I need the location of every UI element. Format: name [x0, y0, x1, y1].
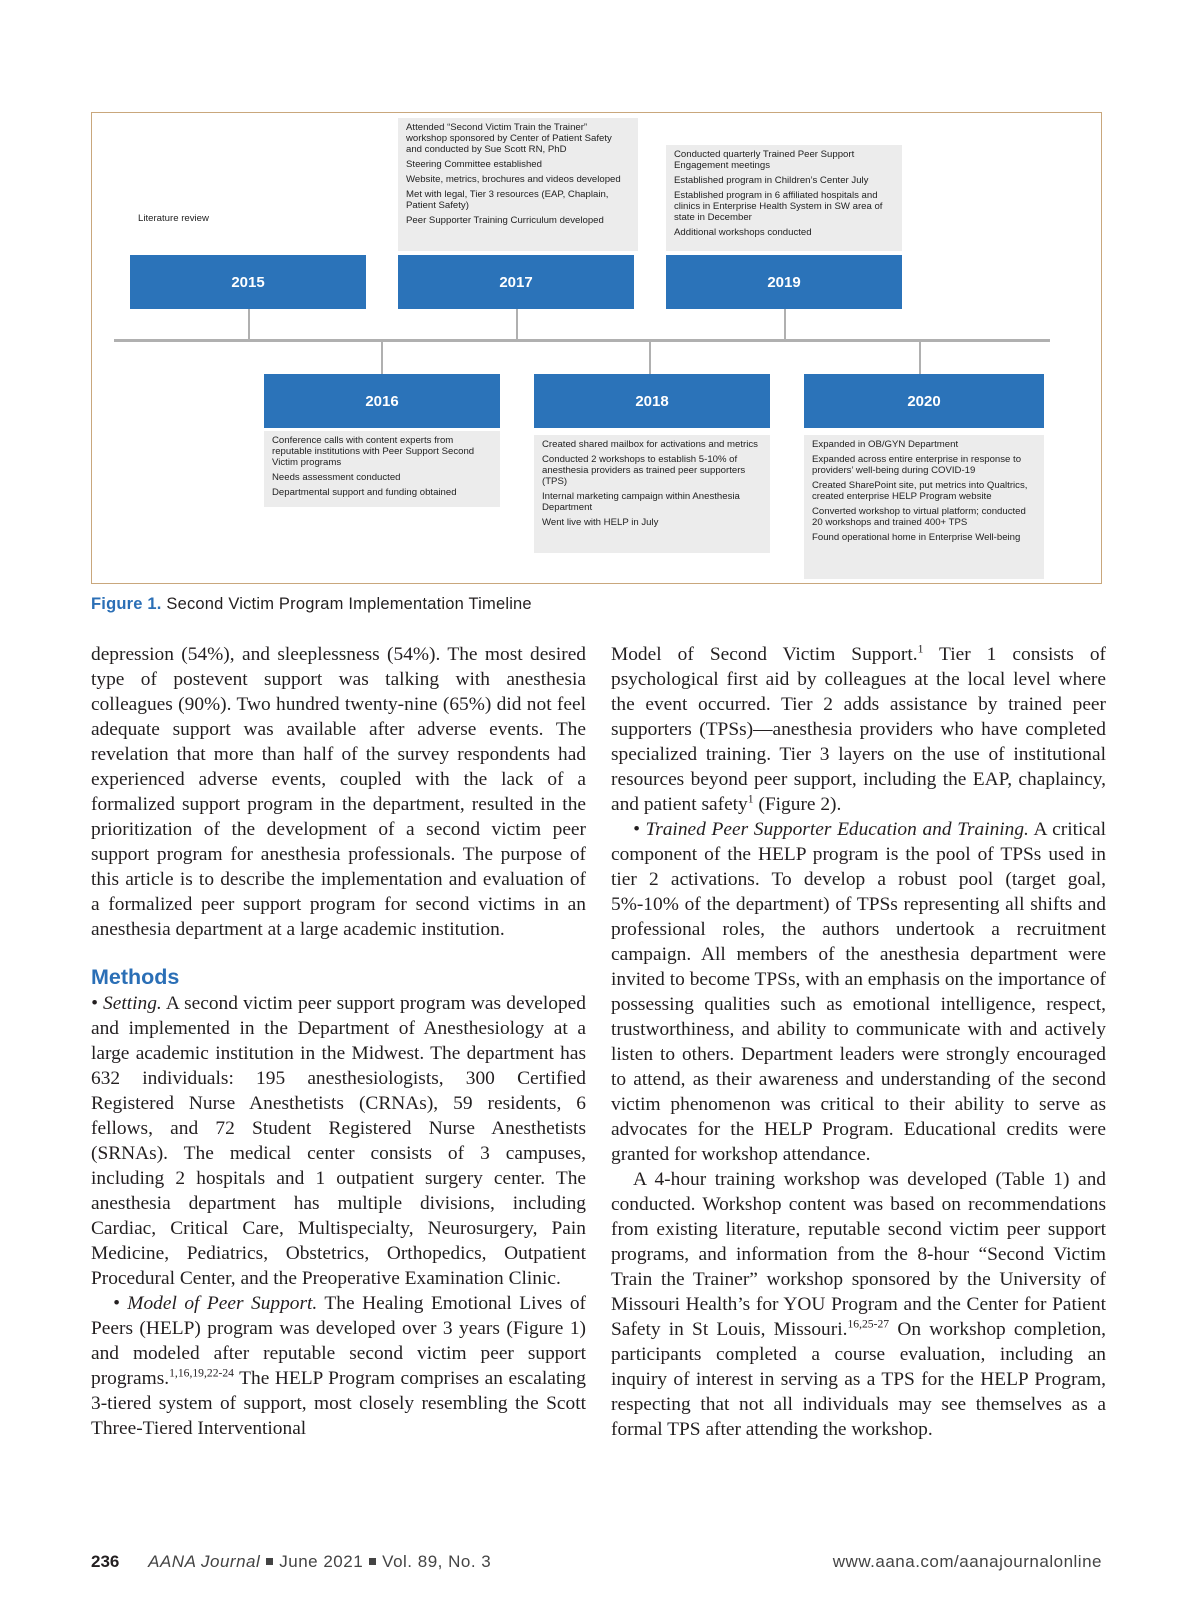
- citation: 1,16,19,22-24: [169, 1366, 234, 1380]
- citation: 1: [747, 792, 754, 806]
- timeline-item: Needs assessment conducted: [272, 472, 401, 483]
- timeline-item: Expanded in OB/GYN Department: [812, 439, 959, 450]
- timeline-item: Expanded across entire enterprise in response to providers’ well-being during COVID-19: [812, 454, 1022, 476]
- citation: 1: [917, 642, 924, 656]
- timeline-tick: [248, 309, 250, 341]
- text: (Figure 2).: [753, 794, 842, 815]
- timeline-item: Website, metrics, brochures and videos developed: [406, 174, 621, 185]
- timeline-item: Went live with HELP in July: [542, 517, 659, 528]
- timeline-item: Literature review: [138, 213, 209, 224]
- timeline-item: Steering Committee established: [406, 159, 542, 170]
- paragraph-training: [611, 817, 1106, 1167]
- journal-url[interactable]: www.aana.com/aanajournalonline: [832, 1552, 1102, 1571]
- year-bar-2019: 2019: [666, 255, 902, 309]
- timeline-2015-notes: [130, 209, 360, 239]
- text: Tier 1 consists of psychological first aid by colleagues at the local level where the event occurred. Tier 2 adds assistance by trained peer supporters (TPSs)—anesthesia providers who have completed specialized training. Tier 3 layers on the use of institutional resources beyond peer support, including the EAP, chaplaincy, and patient safety: [611, 644, 1106, 815]
- paragraph: depression (54%), and sleeplessness (54%). The most desired type of postevent support was talking with anesthesia colleagues (90%). Two hundred twenty-nine (65%) did not feel adequate support was available after adverse events. The revelation that more than half of the survey respondents had experienced adverse events, coupled with the lack of a formalized support program in the department, resulted in the prioritization of the development of a second victim peer support program for anesthesia professionals. The purpose of this article is to describe the implementation and evaluation of a formalized peer support program for second victims in an anesthesia department at a large academic institution.: [91, 644, 586, 940]
- timeline-2018-notes: [534, 435, 770, 553]
- timeline-item: Converted workshop to virtual platform; conducted 20 workshops and trained 400+ TPS: [812, 506, 1026, 528]
- timeline-item: Created SharePoint site, put metrics into Qualtrics, created enterprise HELP Program website: [812, 480, 1028, 502]
- page-number: 236: [91, 1552, 120, 1571]
- page-footer: [91, 1552, 1102, 1572]
- paragraph-workshop: [611, 1167, 1106, 1442]
- journal-name: AANA Journal: [148, 1552, 261, 1571]
- training-text: A critical component of the HELP program is the pool of TPSs used in tier 2 activations. To develop a robust pool (target goal, 5%-10% of the department) of TPSs representing all shifts and professional roles, the authors undertook a recruitment campaign. All members of the anesthesia department were invited to become TPSs, with an emphasis on the importance of possessing qualities such as emotional intelligence, respect, trustworthiness, and ability to communicate with and actively listen to others. Department leaders were strongly encouraged to attend, as their awareness and understanding of the second victim phenomenon was critical to their ability to serve as advocates for the HELP Program. Educational credits were granted for workshop attendance.: [611, 819, 1106, 1165]
- figure-label: Figure 1.: [91, 595, 162, 613]
- year-bar-2020: 2020: [804, 374, 1044, 428]
- figure-caption-text: Second Victim Program Implementation Timeline: [166, 595, 532, 613]
- timeline-axis: [114, 339, 1050, 342]
- timeline-2019-notes: [666, 145, 902, 251]
- paragraph-model: [91, 1291, 586, 1441]
- training-label: • Trained Peer Supporter Education and Training.: [633, 819, 1029, 840]
- year-bar-2018: 2018: [534, 374, 770, 428]
- timeline-tick: [784, 309, 786, 341]
- timeline-2017-notes: [398, 118, 638, 251]
- year-bar-2016: 2016: [264, 374, 500, 428]
- citation: 16,25-27: [847, 1317, 890, 1331]
- timeline-item: Found operational home in Enterprise Well-being: [812, 532, 1021, 543]
- separator-icon: [266, 1558, 273, 1565]
- timeline-figure: [91, 112, 1102, 584]
- timeline-tick: [919, 342, 921, 374]
- timeline-item: Internal marketing campaign within Anesthesia Department: [542, 491, 740, 513]
- right-column: [611, 642, 1106, 1442]
- left-column: [91, 642, 586, 1441]
- timeline-tick: [516, 309, 518, 341]
- workshop-text: A 4-hour training workshop was developed (Table 1) and conducted. Workshop content was based on recommendations from existing literature, reputable second victim peer support programs, and information from the 8-hour “Second Victim Train the Trainer” workshop sponsored by the University of Missouri Health’s for YOU Program and the Center for Patient Safety in St Louis, Missouri.: [611, 1169, 1106, 1340]
- paragraph-setting: [91, 991, 586, 1291]
- workshop-text: On workshop completion, participants completed a course evaluation, including an inquiry of interest in serving as a TPS for the HELP Program, respecting that not all individuals may see themselves as a formal TPS after attending the workshop.: [611, 1319, 1106, 1440]
- timeline-item: Created shared mailbox for activations and metrics: [542, 439, 758, 450]
- timeline-item: Peer Supporter Training Curriculum developed: [406, 215, 604, 226]
- timeline-item: Additional workshops conducted: [674, 227, 812, 238]
- timeline-item: Met with legal, Tier 3 resources (EAP, Chaplain, Patient Safety): [406, 189, 609, 211]
- timeline-item: Departmental support and funding obtained: [272, 487, 457, 498]
- timeline-item: Conducted quarterly Trained Peer Support Engagement meetings: [674, 149, 855, 171]
- year-bar-2015: 2015: [130, 255, 366, 309]
- issue-date: June 2021: [279, 1552, 364, 1571]
- setting-label: • Setting.: [91, 993, 162, 1014]
- timeline-2020-notes: [804, 435, 1044, 579]
- timeline-item: Established program in 6 affiliated hospitals and clinics in Enterprise Health System in SW area of state in December: [674, 190, 883, 223]
- model-text: The Healing Emotional Lives of Peers (HELP) program was developed over 3 years (Figure 1) and modeled after reputable second victim peer support programs.: [91, 1293, 586, 1389]
- timeline-item: Conducted 2 workshops to establish 5-10% of anesthesia providers as trained peer supporters (TPS): [542, 454, 746, 487]
- paragraph: [611, 642, 1106, 817]
- timeline-2016-notes: [264, 431, 500, 507]
- model-text: The HELP Program comprises an escalating 3-tiered system of support, most closely resembling the Scott Three-Tiered Interventional: [91, 1368, 586, 1439]
- volume: Vol. 89, No. 3: [382, 1552, 492, 1571]
- year-bar-2017: 2017: [398, 255, 634, 309]
- timeline-tick: [649, 342, 651, 374]
- figure-caption: [91, 595, 532, 614]
- text: Model of Second Victim Support.: [611, 644, 918, 665]
- timeline-tick: [381, 342, 383, 374]
- separator-icon: [369, 1558, 376, 1565]
- timeline-item: Established program in Children’s Center July: [674, 175, 869, 186]
- model-label: • Model of Peer Support.: [113, 1293, 318, 1314]
- timeline-item: Conference calls with content experts from reputable institutions with Peer Support Second Victim programs: [272, 435, 475, 468]
- timeline-item: Attended “Second Victim Train the Trainer” workshop sponsored by Center of Patient Safety and conducted by Sue Scott RN, PhD: [406, 122, 612, 155]
- methods-heading: Methods: [91, 965, 180, 989]
- setting-text: A second victim peer support program was developed and implemented in the Department of Anesthesiology at a large academic institution in the Midwest. The department has 632 individuals: 195 anesthesiologists, 300 Certified Registered Nurse Anesthetists (CRNAs), 59 residents, 6 fellows, and 72 Student Registered Nurse Anesthetists (SRNAs). The medical center consists of 3 campuses, including 2 hospitals and 1 outpatient surgery center. The anesthesia department has multiple divisions, including Cardiac, Critical Care, Multispecialty, Neurosurgery, Pain Medicine, Pediatrics, Obstetrics, Orthopedics, Outpatient Procedural Center, and the Preoperative Examination Clinic.: [91, 993, 586, 1289]
